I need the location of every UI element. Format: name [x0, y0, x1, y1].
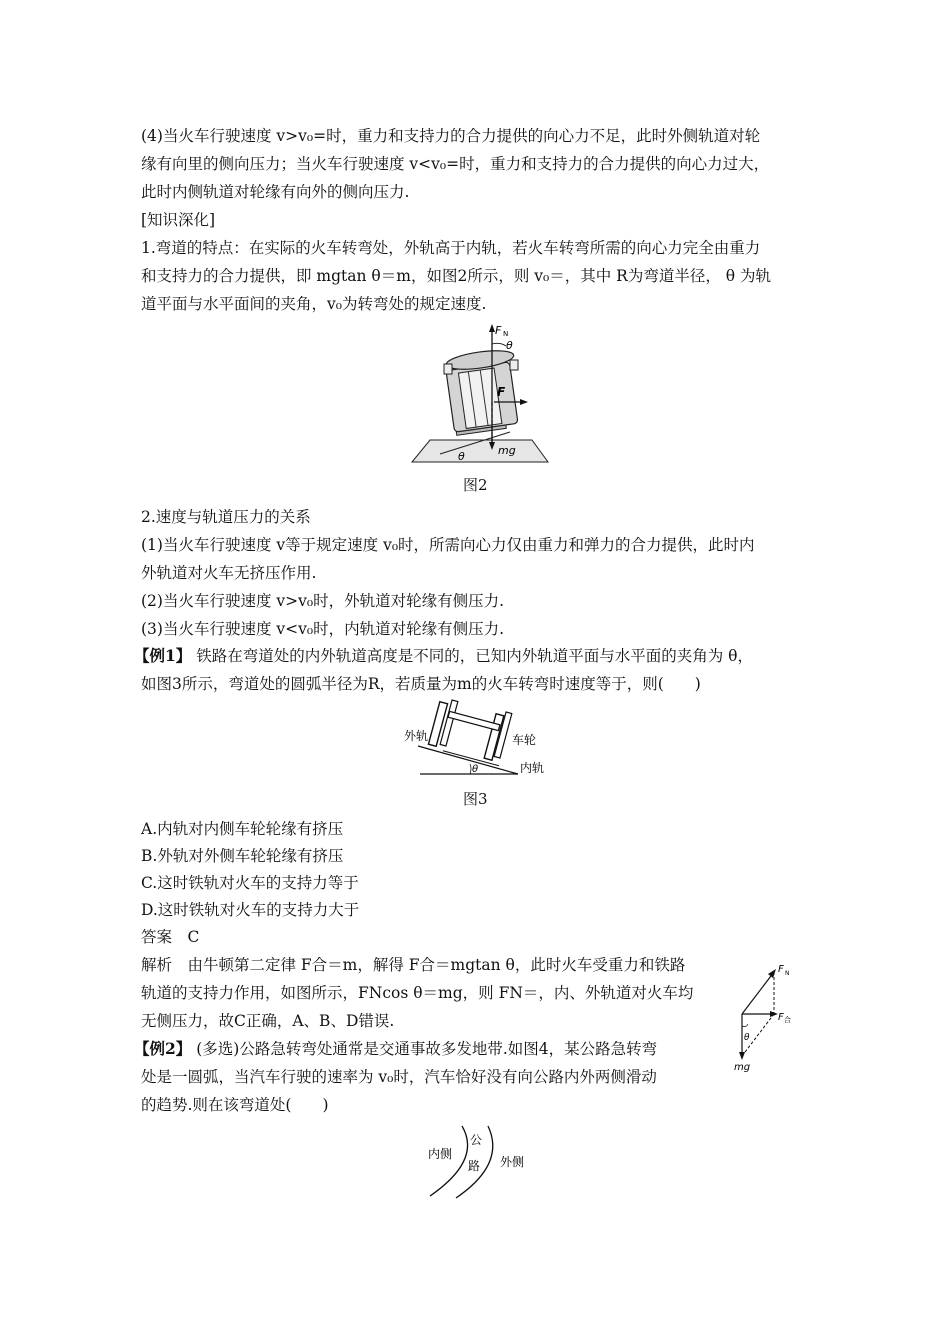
- section-heading: [知识深化]: [141, 211, 216, 229]
- option-d: D.这时铁轨对火车的支持力大于: [141, 901, 360, 919]
- f-label: F: [497, 385, 506, 399]
- text-line: (4)当火车行驶速度 v>v₀=时，重力和支持力的合力提供的向心力不足，此时外侧轨道对轮: [141, 127, 761, 145]
- figure-road-curve: [424, 1124, 530, 1200]
- theta-label: θ: [744, 1033, 750, 1043]
- inner-side-label: 内侧: [428, 1147, 453, 1161]
- wheel-label: 车轮: [512, 733, 537, 747]
- text-line: (2)当火车行驶速度 v>v₀时，外轨道对轮缘有侧压力.: [141, 592, 505, 610]
- analysis-line: 无侧压力，故C正确，A、B、D错误.: [141, 1012, 395, 1030]
- text-line: 1.弯道的特点：在实际的火车转弯处，外轨高于内轨，若火车转弯所需的向心力完全由重力: [141, 239, 761, 257]
- answer-line: 答案 C: [141, 928, 200, 946]
- text-line: 外轨道对火车无挤压作用.: [141, 564, 317, 582]
- text-line: (3)当火车行驶速度 v<v₀时，内轨道对轮缘有侧压力.: [141, 620, 505, 638]
- figure-caption: 图2: [463, 476, 488, 494]
- text-line: 道平面与水平面间的夹角，v₀为转弯处的规定速度.: [141, 295, 487, 313]
- mg-label: mg: [734, 1062, 751, 1072]
- theta-label: θ: [472, 764, 479, 775]
- text-line: 处是一圆弧，当汽车行驶的速率为 v₀时，汽车恰好没有向公路内外两侧滑动: [141, 1068, 657, 1086]
- figure-train-forces: [410, 322, 552, 464]
- outer-side-label: 外侧: [500, 1155, 525, 1169]
- text-line: 此时内侧轨道对轮缘有向外的侧向压力.: [141, 183, 410, 201]
- inner-rail-label: 内轨: [520, 761, 545, 775]
- fhe-subscript: 合: [784, 1016, 791, 1024]
- theta-top-label: θ: [506, 339, 513, 352]
- outer-rail-label: 外轨: [404, 729, 429, 743]
- text-line: 如图3所示，弯道处的圆弧半径为R，若质量为m的火车转弯时速度等于，则( ): [141, 675, 701, 693]
- theta-bottom-label: θ: [458, 450, 465, 463]
- fhe-label: F: [778, 1012, 784, 1023]
- text-line: 缘有向里的侧向压力；当火车行驶速度 v<v₀=时，重力和支持力的合力提供的向心力过大，: [141, 155, 770, 173]
- text-line: (1)当火车行驶速度 v等于规定速度 v₀时，所需向心力仅由重力和弹力的合力提供，此时内: [141, 536, 755, 554]
- example-line: [134, 642, 806, 670]
- mg-label: mg: [498, 444, 516, 457]
- example-text: 铁路在弯道处的内外轨道高度是不同的，已知内外轨道平面与水平面的夹角为 θ，: [191, 647, 753, 665]
- example-line: [134, 1035, 714, 1063]
- option-c: C.这时铁轨对火车的支持力等于: [141, 874, 359, 892]
- option-b: B.外轨对外侧车轮轮缘有挤压: [141, 847, 344, 865]
- example-text: (多选)公路急转弯处通常是交通事故多发地带.如图4，某公路急转弯: [191, 1040, 658, 1058]
- fn-subscript: N: [503, 330, 509, 338]
- fn-label: F: [778, 964, 784, 975]
- section-heading: 2.速度与轨道压力的关系: [141, 508, 311, 526]
- figure-force-diagram: [730, 962, 802, 1072]
- fn-subscript: N: [785, 970, 790, 977]
- analysis-line: 轨道的支持力作用，如图所示，FNcos θ＝mg，则 FN＝，内、外轨道对火车均: [141, 984, 694, 1002]
- road-label-2: 路: [468, 1159, 481, 1173]
- analysis-line: 解析 由牛顿第二定律 F合＝m，解得 F合＝mgtan θ，此时火车受重力和铁路: [141, 956, 686, 974]
- figure-caption: 图3: [463, 790, 488, 808]
- option-a: A.内轨对内侧车轮轮缘有挤压: [141, 820, 344, 838]
- road-label-1: 公: [470, 1133, 483, 1147]
- text-line: 和支持力的合力提供，即 mgtan θ＝m，如图2所示，则 v₀＝，其中 R为弯道半径， θ 为轨: [141, 267, 772, 285]
- text-line: 的趋势.则在该弯道处( ): [141, 1096, 329, 1114]
- example-tag: 【例2】: [134, 1039, 192, 1058]
- fn-label: F: [495, 324, 502, 337]
- figure-rail-cross-section: [400, 698, 550, 780]
- example-tag: 【例1】: [134, 646, 192, 665]
